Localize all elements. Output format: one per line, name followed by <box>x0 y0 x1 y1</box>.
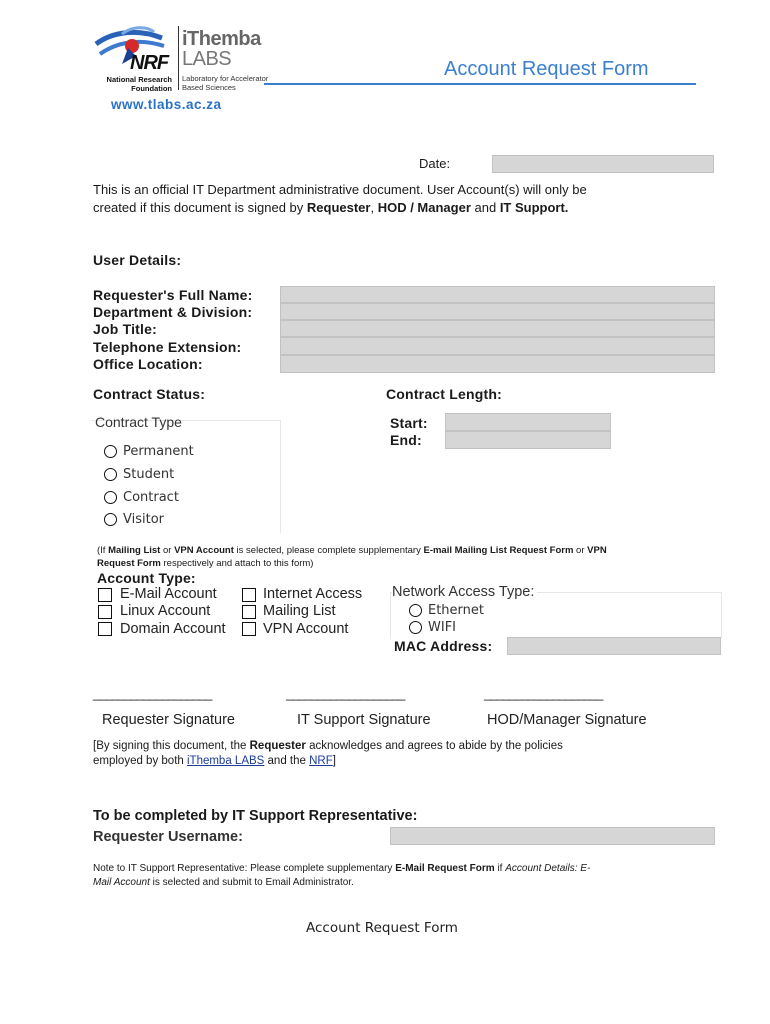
radio-contract[interactable] <box>104 491 117 504</box>
nrf-caption-1: National Research <box>106 75 172 84</box>
field-label-job-title: Job Title: <box>93 321 157 337</box>
hod-signature-label: HOD/Manager Signature <box>487 712 647 728</box>
supplementary-note <box>97 544 697 570</box>
network-access-legend: Network Access Type: <box>392 584 537 600</box>
it-support-signature-line: ___________________ <box>286 686 405 701</box>
user-details-heading: User Details: <box>93 252 182 268</box>
radio-wifi-label: WIFI <box>428 620 456 635</box>
mac-address-label: MAC Address: <box>394 638 493 654</box>
brand-block <box>182 28 272 94</box>
radio-student-label: Student <box>123 467 175 482</box>
it-note-details2: Mail Account <box>93 877 150 888</box>
field-label-full-name: Requester's Full Name: <box>93 287 253 303</box>
it-support-signature-label: IT Support Signature <box>297 712 431 728</box>
title-rule <box>264 83 696 85</box>
intro-comma: , <box>370 200 378 215</box>
date-field[interactable] <box>492 155 714 173</box>
contract-type-legend: Contract Type <box>95 414 182 430</box>
checkbox-vpn-account-label: VPN Account <box>263 621 349 637</box>
form-title: Account Request Form <box>444 58 649 80</box>
radio-contract-label: Contract <box>123 490 179 505</box>
checkbox-email-account[interactable] <box>98 588 112 602</box>
note-vpn2: VPN <box>587 545 607 556</box>
field-label-telephone: Telephone Extension: <box>93 339 242 355</box>
it-section-heading: To be completed by IT Support Representative: <box>93 808 418 824</box>
contract-length-heading: Contract Length: <box>386 386 502 402</box>
checkbox-mailing-list[interactable] <box>242 605 256 619</box>
agreement-requester: Requester <box>249 740 306 752</box>
note-form2: Request Form <box>97 558 161 569</box>
brand-line-2: LABS <box>182 48 232 70</box>
agreement-line-2 <box>93 754 563 769</box>
account-type-heading: Account Type: <box>97 570 196 586</box>
checkbox-mailing-list-label: Mailing List <box>263 603 336 619</box>
agreement-part: ] <box>332 755 336 767</box>
requester-signature-line: ___________________ <box>93 686 212 701</box>
website-link[interactable]: www.tlabs.ac.za <box>111 97 222 112</box>
it-note-line-2 <box>93 876 590 890</box>
agreement-part: and the <box>264 755 310 767</box>
hod-signature-line: ___________________ <box>484 686 603 701</box>
brand-line-1: iThemba <box>182 28 261 50</box>
intro-hod: HOD / Manager <box>377 200 471 215</box>
department-field[interactable] <box>280 303 715 320</box>
checkbox-vpn-account[interactable] <box>242 622 256 636</box>
radio-visitor-label: Visitor <box>123 512 164 527</box>
nrf-logo-text: NRF <box>130 52 169 74</box>
nrf-link[interactable]: NRF <box>309 755 333 767</box>
radio-permanent[interactable] <box>104 445 117 458</box>
note-part: or <box>160 545 175 556</box>
mac-address-field[interactable] <box>507 637 721 655</box>
agreement-part: employed by both <box>93 755 187 767</box>
agreement-text <box>93 739 563 769</box>
checkbox-email-account-label: E-Mail Account <box>120 586 217 602</box>
agreement-part: [By signing this document, the <box>93 740 250 752</box>
it-note-part: Note to IT Support Representative: Please complete supplementary <box>93 863 396 874</box>
checkbox-linux-account[interactable] <box>98 605 112 619</box>
field-label-office: Office Location: <box>93 356 203 372</box>
radio-visitor[interactable] <box>104 513 117 526</box>
end-label: End: <box>390 432 422 448</box>
contract-type-group <box>92 420 281 533</box>
date-label: Date: <box>419 156 451 171</box>
brand-divider <box>178 26 179 90</box>
it-note-part: is selected and submit to Email Administrator. <box>149 877 354 888</box>
contract-status-heading: Contract Status: <box>93 386 206 402</box>
footer-text: Account Request Form <box>306 920 458 936</box>
checkbox-internet-access-label: Internet Access <box>263 586 363 602</box>
start-label: Start: <box>390 415 428 431</box>
note-mailing: Mailing List <box>108 545 161 556</box>
intro-text <box>93 181 587 217</box>
note-vpn: VPN Account <box>174 545 234 556</box>
checkbox-internet-access[interactable] <box>242 588 256 602</box>
intro-and: and <box>470 200 500 215</box>
ithemba-labs-link[interactable]: iThemba LABS <box>186 755 265 767</box>
it-note-line-1 <box>93 862 590 876</box>
telephone-field[interactable] <box>280 337 715 355</box>
intro-it-support: IT Support. <box>499 200 569 215</box>
note-form1: E-mail Mailing List Request Form <box>423 545 574 556</box>
requester-username-field[interactable] <box>390 827 715 845</box>
checkbox-linux-account-label: Linux Account <box>120 603 211 619</box>
job-title-field[interactable] <box>280 320 715 337</box>
radio-ethernet-label: Ethernet <box>428 603 484 618</box>
end-date-field[interactable] <box>445 431 611 449</box>
start-date-field[interactable] <box>445 413 611 431</box>
radio-student[interactable] <box>104 468 117 481</box>
note-part: respectively and attach to this form) <box>160 558 314 569</box>
intro-text-part: created if this document is signed by <box>93 200 307 215</box>
agreement-line-1 <box>93 739 563 754</box>
note-part: is selected, please complete supplementary <box>233 545 424 556</box>
it-note-part: if <box>494 863 506 874</box>
requester-username-label: Requester Username: <box>93 829 243 845</box>
intro-requester: Requester <box>306 200 371 215</box>
checkbox-domain-account[interactable] <box>98 622 112 636</box>
radio-ethernet[interactable] <box>409 604 422 617</box>
office-location-field[interactable] <box>280 355 715 373</box>
intro-line-1: This is an official IT Department administrative document. User Account(s) will only be <box>93 182 587 197</box>
full-name-field[interactable] <box>280 286 715 303</box>
brand-caption-2: Based Sciences <box>182 83 236 92</box>
it-note-form: E-Mail Request Form <box>395 863 495 874</box>
radio-wifi[interactable] <box>409 621 422 634</box>
agreement-part: acknowledges and agrees to abide by the policies <box>305 740 563 752</box>
brand-caption-1: Laboratory for Accelerator <box>182 74 269 83</box>
checkbox-domain-account-label: Domain Account <box>120 621 226 637</box>
field-label-department: Department & Division: <box>93 304 253 320</box>
intro-line-2 <box>93 199 587 217</box>
note-part: or <box>573 545 588 556</box>
note-part: (If <box>97 545 109 556</box>
nrf-logo <box>92 24 177 94</box>
requester-signature-label: Requester Signature <box>102 712 235 728</box>
nrf-caption-2: Foundation <box>131 84 172 93</box>
it-note-details: Account Details: E- <box>505 863 591 874</box>
it-note <box>93 862 590 890</box>
radio-permanent-label: Permanent <box>123 444 194 459</box>
